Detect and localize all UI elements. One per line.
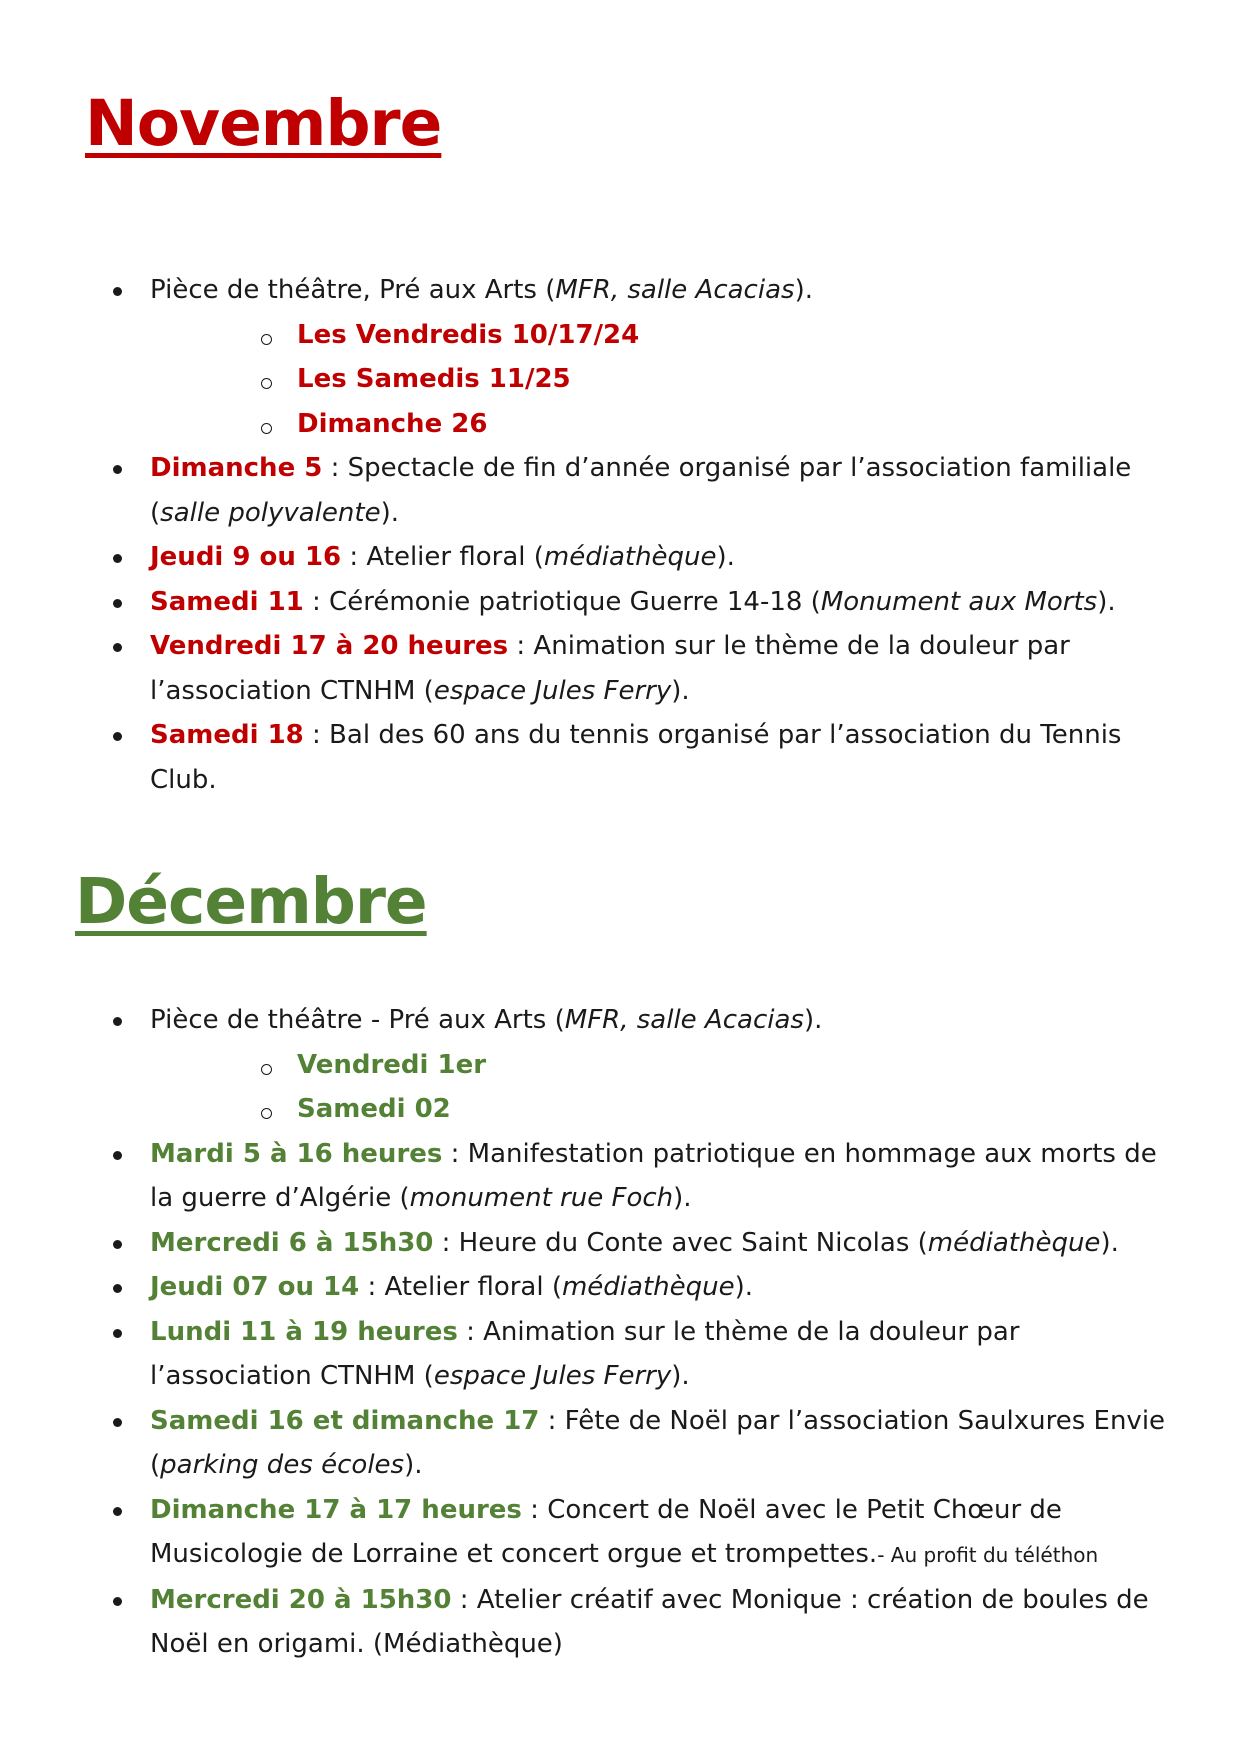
theatre-text: Pièce de théâtre - Pré aux Arts ( (150, 1005, 565, 1035)
circle-bullet-icon (261, 334, 272, 345)
theatre-date: Vendredi 1er (297, 1049, 487, 1080)
theatre-close: ). (794, 275, 813, 305)
theatre-venue: MFR, salle Acacias (564, 1005, 804, 1035)
list-item (0, 998, 1241, 1043)
december-event-list (0, 998, 1241, 1667)
event-date: Samedi 16 et dimanche 17 (150, 1405, 540, 1436)
event-place: parking des écoles (160, 1450, 405, 1480)
event-date: Vendredi 17 à 20 heures (150, 631, 509, 661)
event-date: Jeudi 07 ou 14 (150, 1272, 360, 1302)
theatre-date: Dimanche 26 (297, 408, 488, 439)
event-text: : Atelier floral ( (359, 1272, 562, 1302)
event-after: ). (734, 1272, 754, 1302)
bullet-icon (113, 1418, 122, 1427)
bullet-icon (113, 1240, 122, 1249)
event-text: : Heure du Conte avec Saint Nicolas ( (433, 1227, 928, 1258)
event-text: : Manifestation patriotique en hommage aux morts de la guerre d’Algérie ( (150, 1138, 1157, 1213)
theatre-date: Samedi 02 (297, 1094, 451, 1124)
list-item (0, 580, 1241, 625)
event-place: espace Jules Ferry (433, 675, 672, 706)
event-after: ). (671, 1361, 690, 1391)
bullet-icon (113, 1284, 122, 1293)
event-text: : Spectacle de fin d’année organisé par l’association familiale ( (150, 453, 1132, 528)
event-place: médiathèque (927, 1227, 1101, 1258)
event-text: : Fête de Noël par l’association Saulxures Envie ( (150, 1405, 1166, 1480)
sub-item (0, 313, 1241, 358)
bullet-icon (113, 287, 122, 296)
event-date: Dimanche 5 (150, 453, 323, 483)
event-date: Mardi 5 à 16 heures (150, 1138, 443, 1169)
event-date: Mercredi 6 à 15h30 (150, 1227, 434, 1258)
bullet-icon (113, 732, 122, 741)
sub-item (0, 1043, 1241, 1088)
sub-item (0, 1087, 1241, 1132)
bullet-icon (113, 599, 122, 608)
november-heading: Novembre (85, 87, 442, 160)
event-text: : Atelier créatif avec Monique : création de boules de Noël en origami. (Médiathèque) (150, 1584, 1149, 1659)
event-date: Lundi 11 à 19 heures (150, 1316, 458, 1347)
event-note: - Au profit du téléthon (877, 1543, 1099, 1567)
event-place: Monument aux Morts (820, 586, 1098, 617)
bullet-icon (113, 465, 122, 474)
list-item (0, 268, 1241, 313)
event-date: Samedi 11 (150, 586, 304, 617)
event-after: ). (671, 675, 690, 706)
event-after: ). (380, 497, 399, 528)
list-item (0, 1310, 1241, 1399)
event-text: : Bal des 60 ans du tennis organisé par l’association du Tennis Club. (150, 720, 1122, 795)
bullet-icon (113, 1597, 122, 1606)
circle-bullet-icon (261, 423, 272, 434)
list-item (0, 1132, 1241, 1221)
event-place: médiathèque (561, 1272, 735, 1302)
bullet-icon (113, 643, 122, 652)
list-item (0, 535, 1241, 580)
theatre-close: ). (803, 1005, 823, 1035)
bullet-icon (113, 1017, 122, 1026)
circle-bullet-icon (261, 1064, 272, 1075)
theatre-text: Pièce de théâtre, Pré aux Arts ( (150, 275, 556, 305)
event-text: : Cérémonie patriotique Guerre 14-18 ( (303, 586, 821, 617)
event-text: : Animation sur le thème de la douleur par l’association CTNHM ( (150, 1316, 1020, 1391)
event-place: médiathèque (543, 542, 717, 572)
list-item (0, 1488, 1241, 1578)
event-after: ). (716, 542, 735, 572)
list-item (0, 1399, 1241, 1488)
list-item (0, 713, 1241, 802)
event-date: Mercredi 20 à 15h30 (150, 1584, 452, 1615)
event-after: ). (1097, 586, 1116, 617)
theatre-date: Les Samedis 11/25 (297, 364, 571, 394)
event-date: Samedi 18 (150, 720, 304, 750)
event-date: Dimanche 17 à 17 heures (150, 1494, 522, 1525)
event-text: : Concert de Noël avec le Petit Chœur de Musicologie de Lorraine et concert orgue et trompettes. (150, 1494, 1062, 1569)
event-place: monument rue Foch (409, 1183, 674, 1213)
list-item (0, 1578, 1241, 1667)
list-item (0, 446, 1241, 535)
event-after: ). (404, 1450, 423, 1480)
list-item (0, 624, 1241, 713)
theatre-venue: MFR, salle Acacias (555, 275, 795, 305)
bullet-icon (113, 1329, 122, 1338)
theatre-date: Les Vendredis 10/17/24 (297, 319, 640, 350)
list-item (0, 1221, 1241, 1266)
event-text: : Animation sur le thème de la douleur par l’association CTNHM ( (150, 631, 1070, 706)
event-after: ). (1100, 1227, 1119, 1258)
event-place: salle polyvalente (160, 497, 381, 528)
bullet-icon (113, 1507, 122, 1516)
event-after: ). (673, 1183, 692, 1213)
event-text: : Atelier floral ( (341, 542, 544, 572)
bullet-icon (113, 554, 122, 563)
december-heading: Décembre (75, 865, 427, 938)
event-date: Jeudi 9 ou 16 (150, 542, 342, 572)
circle-bullet-icon (261, 378, 272, 389)
circle-bullet-icon (261, 1108, 272, 1119)
event-place: espace Jules Ferry (433, 1361, 672, 1391)
bullet-icon (113, 1151, 122, 1160)
sub-item (0, 357, 1241, 402)
november-event-list (0, 268, 1241, 802)
sub-item (0, 402, 1241, 447)
list-item (0, 1265, 1241, 1310)
